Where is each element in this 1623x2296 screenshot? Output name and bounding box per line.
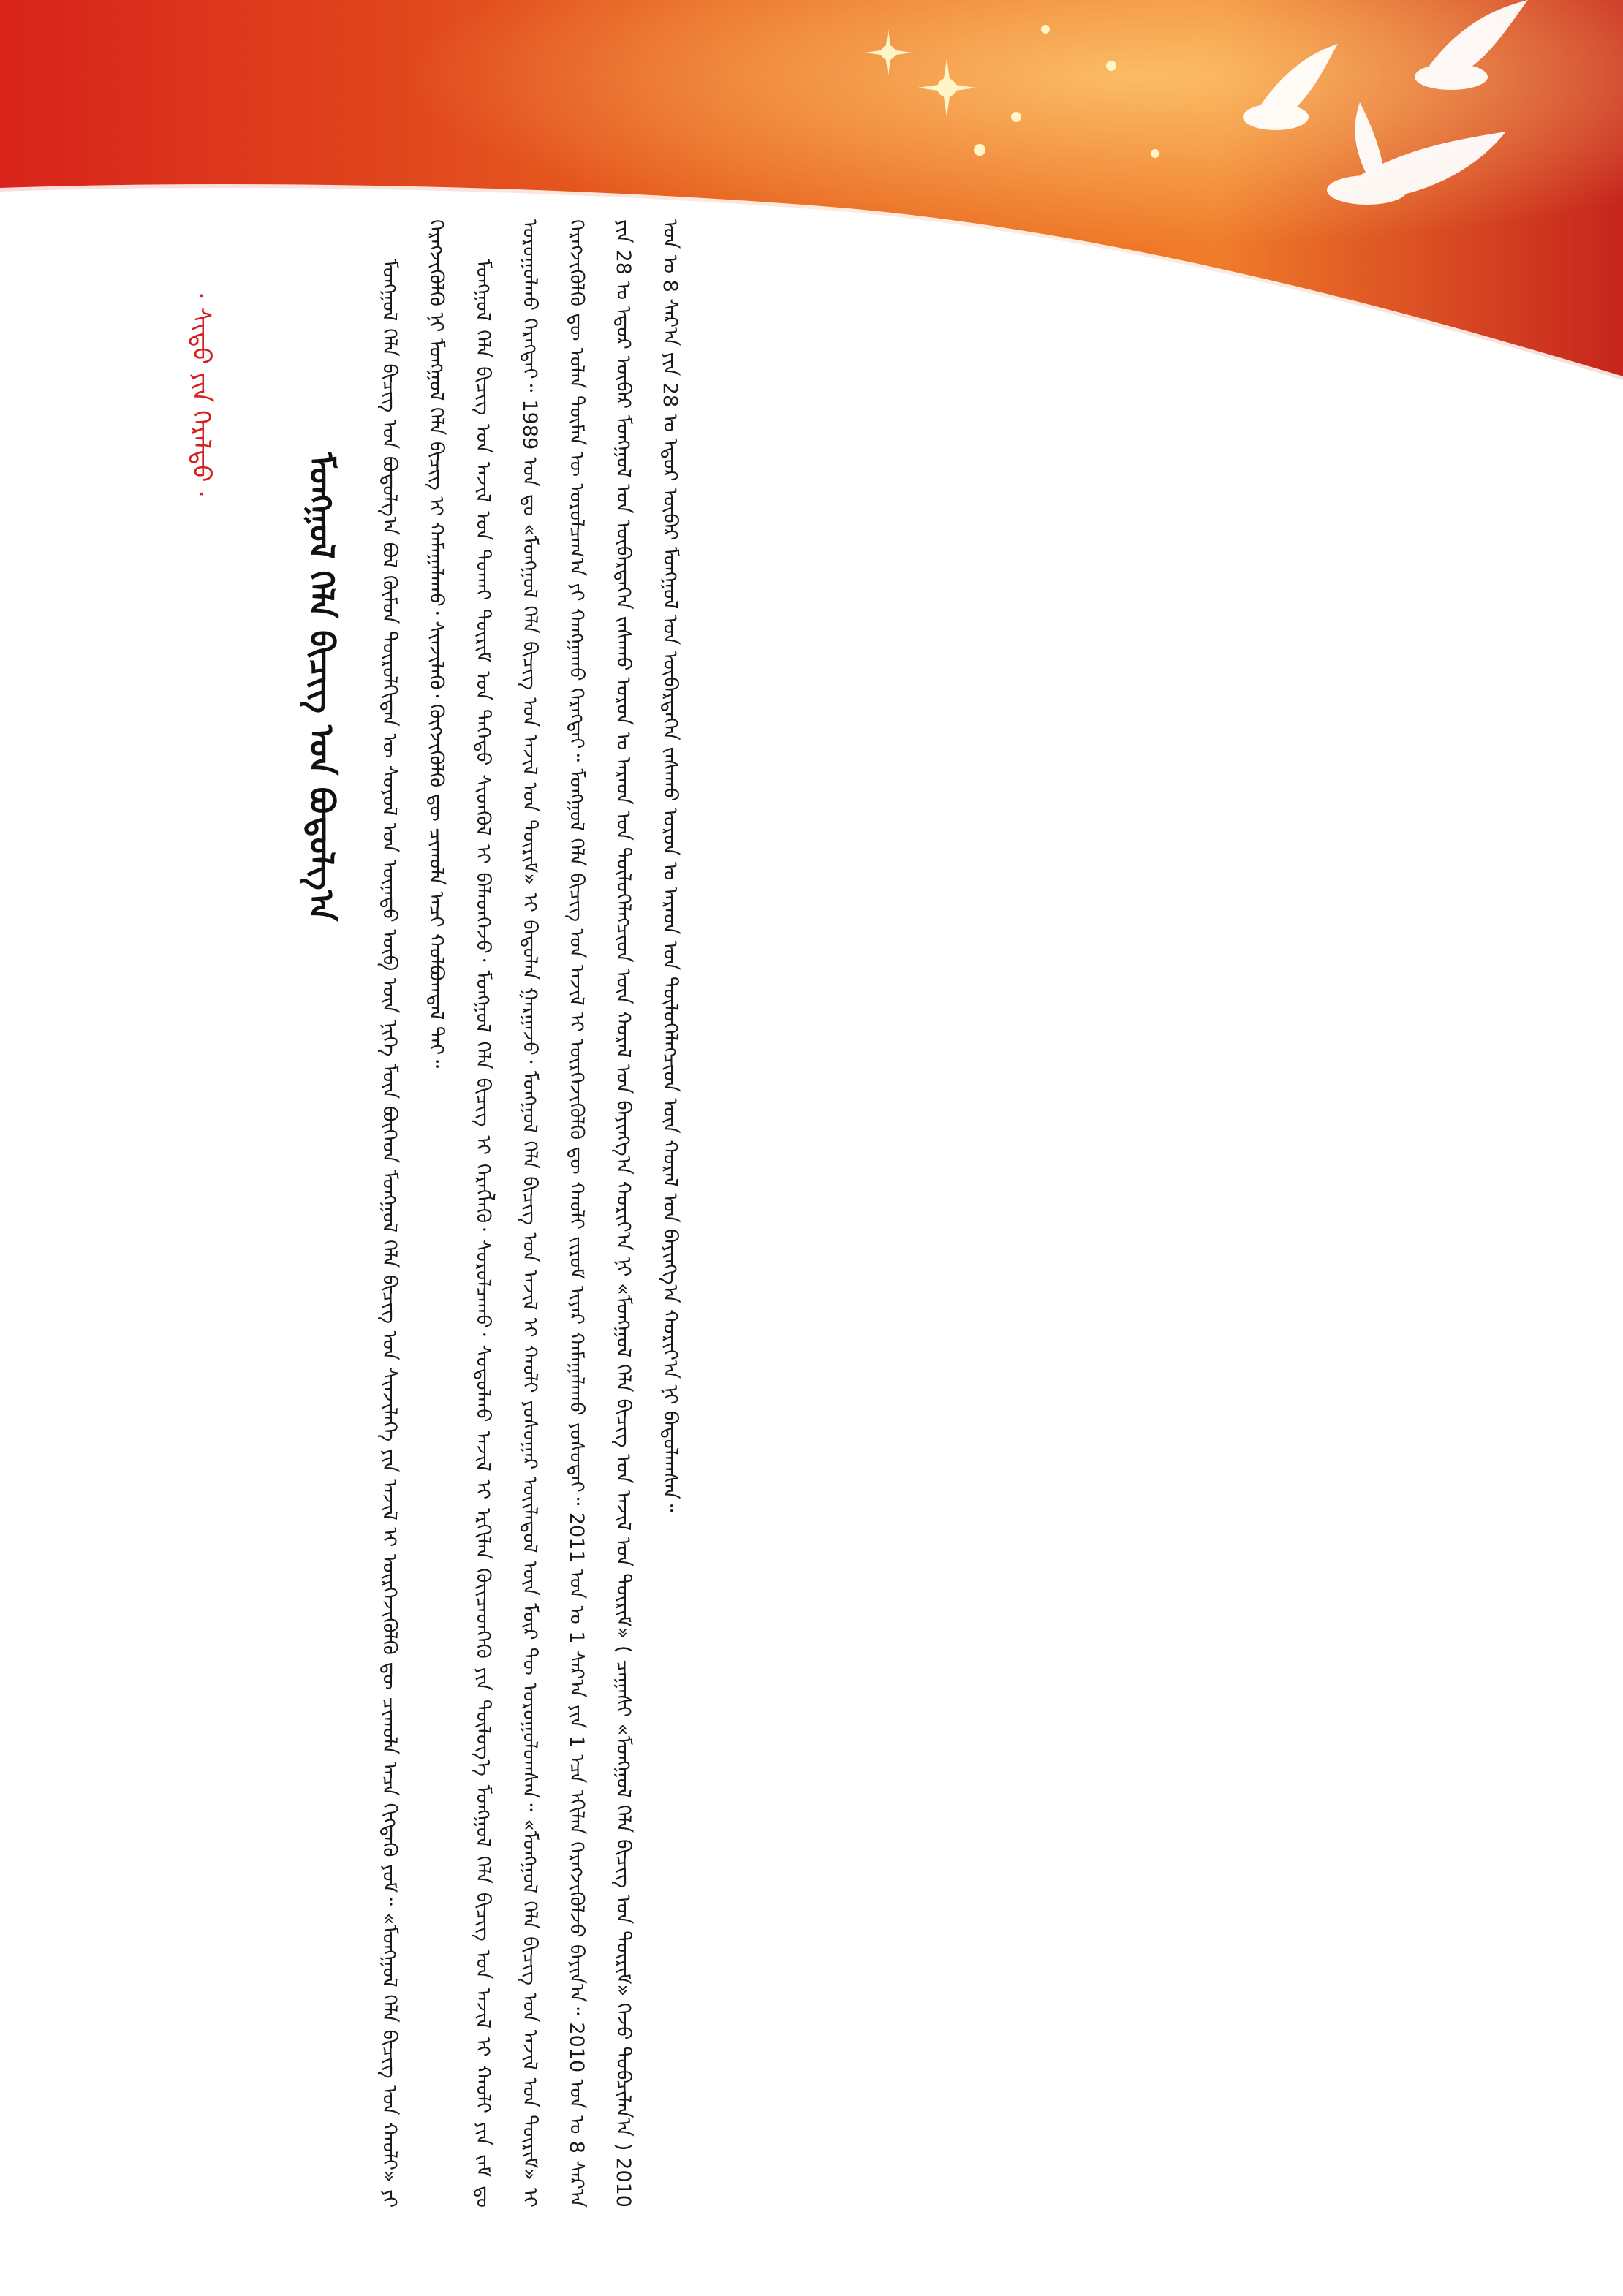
article-title: ᠮᠣᠩᠭᠣᠯ ᠬᠡᠯᠡ ᠪᠢᠴᠢᠭ ᠤᠨ ᠪᠣᠳᠤᠯᠭ᠎ᠠ [302, 452, 341, 922]
author-name: · ᠰᠢᠳᠦ ᠶᠢᠨ ᠭᠡᠷᠡᠯᠲᠦ · [186, 291, 216, 499]
article-body [366, 219, 1140, 2208]
paragraph: ᠮᠣᠩᠭᠣᠯ ᠬᠡᠯᠡ ᠪᠢᠴᠢᠭ ᠤᠨ ᠪᠣᠳᠤᠯᠭ᠎ᠠ ᠪᠣᠯ ᠬᠦᠮᠦᠨ ᠲᠥᠷᠦᠯᠬᠢᠲᠡᠨ ᠦ ᠰᠣᠶᠣᠯ ᠤᠨ ᠦᠨᠡᠲᠦ ᠥᠪ ᠦᠨ ᠨᠢᠭᠡ ᠮᠥᠨ ᠪᠥᠭᠡᠳ ᠮᠣᠩᠭᠣᠯ ᠬᠡᠯᠡ ᠪᠢᠴᠢᠭ ᠤᠨ ᠰᠢᠨᠵᠢᠯᠡᠭᠡ ᠶᠢᠨ ᠠᠵᠢᠯ ᠢ ᠥᠷᠭᠡᠵᠢᠭᠦᠯᠬᠦ ᠳᠦ ᠴᠢᠬᠤᠯᠠ ᠠᠴᠠ ᠬᠢᠭᠳᠡᠬᠦ ᠶᠤᠮ᠃ «ᠮᠣᠩᠭᠣᠯ ᠬᠡᠯᠡ ᠪᠢᠴᠢᠭ ᠤᠨ ᠬᠠᠤᠯᠢ» ᠶᠢ ᠬᠡᠷᠡᠭᠵᠢᠭᠦᠯᠬᠦ ᠨᠢ ᠮᠣᠩᠭᠣᠯ ᠬᠡᠯᠡ ᠪᠢᠴᠢᠭ ᠢ ᠬᠠᠮᠠᠭᠠᠯᠠᠬᠤ᠂ ᠰᠢᠨᠵᠢᠯᠡᠬᠦ᠂ ᠬᠥᠭᠵᠢᠭᠦᠯᠬᠦ ᠳᠦ ᠴᠢᠬᠤᠯᠠ ᠠᠴᠢ ᠬᠣᠯᠪᠣᠭᠳᠠᠯ ᠲᠠᠢ᠃ [378, 219, 447, 2208]
paragraph: ᠮᠣᠩᠭᠣᠯ ᠬᠡᠯᠡ ᠪᠢᠴᠢᠭ ᠤᠨ ᠠᠵᠢᠯ ᠤᠨ ᠲᠤᠬᠠᠢ ᠳᠦᠷᠢᠮ ᠤᠨ ᠳᠡᠭᠡᠳᠦ ᠰᠢᠳᠬᠦᠯ ᠢ ᠪᠡᠯᠡᠳᠬᠡᠵᠦ᠂ ᠮᠣᠩᠭᠣᠯ ᠬᠡᠯᠡ ᠪᠢᠴᠢᠭ ᠢ ᠬᠡᠷᠡᠭᠯᠡᠬᠦ᠂ ᠰᠤᠷᠤᠯᠴᠠᠬᠤ᠂ ᠰᠤᠳᠤᠯᠬᠤ ᠠᠵᠢᠯ ᠢ ᠡᠷᠬᠢᠯᠡᠨ ᠭᠦᠢᠴᠡᠳᠬᠡᠬᠦ ᠶᠢᠨ ᠲᠥᠯᠥᠭ᠎ᠡ ᠮᠣᠩᠭᠣᠯ ᠬᠡᠯᠡ ᠪᠢᠴᠢᠭ ᠤᠨ ᠠᠵᠢᠯ ᠢ ᠬᠠᠤᠯᠢ ᠶᠢᠨ ᠵᠠᠮ ᠳᠤ ᠣᠷᠣᠭᠤᠯᠬᠤ ᠬᠡᠷᠡᠭᠲᠡᠢ᠃ 1989 ᠣᠨ ᠳᠤ «ᠮᠣᠩᠭᠣᠯ ᠬᠡᠯᠡ ᠪᠢᠴᠢᠭ ᠤᠨ ᠠᠵᠢᠯ ᠤᠨ ᠳᠦᠷᠢᠮ» ᠢ ᠪᠠᠲᠤᠯᠠᠨ ᠭᠠᠷᠭᠠᠵᠤ᠂ ᠮᠣᠩᠭᠣᠯ ᠬᠡᠯᠡ ᠪᠢᠴᠢᠭ ᠤᠨ ᠠᠵᠢᠯ ᠢ ᠬᠠᠤᠯᠢ ᠶᠣᠰᠣᠭᠠᠷ ᠦᠢᠯᠡᠳᠦᠯ ᠦᠨ ᠮᠥᠷ ᠲᠦ ᠣᠷᠣᠭᠤᠯᠤᠭᠰᠠᠨ᠃ «ᠮᠣᠩᠭᠣᠯ ᠬᠡᠯᠡ ᠪᠢᠴᠢᠭ ᠤᠨ ᠠᠵᠢᠯ ᠤᠨ ᠳᠦᠷᠢᠮ» ᠢ ᠬᠡᠷᠡᠭᠵᠢᠭᠦᠯᠬᠦ ᠳᠦ ᠣᠯᠠᠨ ᠲᠦᠮᠡᠨ ᠦ ᠣᠷᠣᠯᠴᠠᠭ᠎ᠠ ᠶᠢ ᠬᠠᠩᠭᠠᠬᠤ ᠬᠡᠷᠡᠭᠲᠡᠢ᠃ ᠮᠣᠩᠭᠣᠯ ᠬᠡᠯᠡ ᠪᠢᠴᠢᠭ ᠤᠨ ᠠᠵᠢᠯ ᠢ ᠥᠷᠭᠡᠵᠢᠭᠦᠯᠬᠦ ᠳᠦ ᠬᠠᠤᠯᠢ ᠵᠢᠷᠤᠮ ᠢᠶᠠᠷ ᠬᠠᠮᠠᠭᠠᠯᠠᠬᠤ ᠶᠣᠰᠣᠲᠠᠢ᠃ 2011 ᠣᠨ ᠤ 1 ᠰᠠᠷ᠎ᠠ ᠶᠢᠨ 1 ᠡᠴᠡ ᠡᠬᠢᠯᠡᠨ ᠬᠡᠷᠡᠭᠵᠢᠭᠦᠯᠵᠦ ᠪᠠᠶᠢᠨ᠎ᠠ᠃ 2010 ᠣᠨ ᠤ 8 ᠰᠠᠷ᠎ᠠ ᠶᠢᠨ 28 ᠤ ᠡᠳᠦᠷ ᠥᠪᠡᠷ ᠮᠣᠩᠭᠣᠯ ᠤᠨ ᠥᠪᠡᠷᠲᠡᠭᠡᠨ ᠵᠠᠰᠠᠬᠤ ᠣᠷᠣᠨ ᠤ ᠠᠷᠠᠳ ᠤᠨ ᠲᠥᠯᠥᠭᠡᠯᠡᠭᠴᠢᠳ ᠦᠨ ᠬᠤᠷᠠᠯ ᠤᠨ ᠪᠠᠶᠢᠩᠭ᠎ᠠ ᠬᠣᠷᠢᠶ᠎ᠠ ᠨᠢ «ᠮᠣᠩᠭᠣᠯ ᠬᠡᠯᠡ ᠪᠢᠴᠢᠭ ᠤᠨ ᠠᠵᠢᠯ ᠤᠨ ᠳᠦᠷᠢᠮ» ( ᠴᠠᠭᠠᠰᠢ «ᠮᠣᠩᠭᠣᠯ ᠬᠡᠯᠡ ᠪᠢᠴᠢᠭ ᠤᠨ ᠳᠦᠷᠢᠮ» ᠭᠡᠵᠦ ᠲᠣᠪᠴᠢᠯᠠᠨ᠎ᠠ ) 2010 ᠣᠨ ᠤ 8 ᠰᠠᠷ᠎ᠠ ᠶᠢᠨ 28 ᠤ ᠡᠳᠦᠷ ᠥᠪᠡᠷ ᠮᠣᠩᠭᠣᠯ ᠤᠨ ᠥᠪᠡᠷᠲᠡᠭᠡᠨ ᠵᠠᠰᠠᠬᠤ ᠣᠷᠣᠨ ᠤ ᠠᠷᠠᠳ ᠤᠨ ᠲᠥᠯᠥᠭᠡᠯᠡᠭᠴᠢᠳ ᠦᠨ ᠬᠤᠷᠠᠯ ᠤᠨ ᠪᠠᠶᠢᠩᠭ᠎ᠠ ᠬᠣᠷᠢᠶ᠎ᠠ ᠨᠢ ᠪᠠᠲᠤᠯᠠᠭᠰᠠᠨ᠃ [472, 219, 681, 2208]
